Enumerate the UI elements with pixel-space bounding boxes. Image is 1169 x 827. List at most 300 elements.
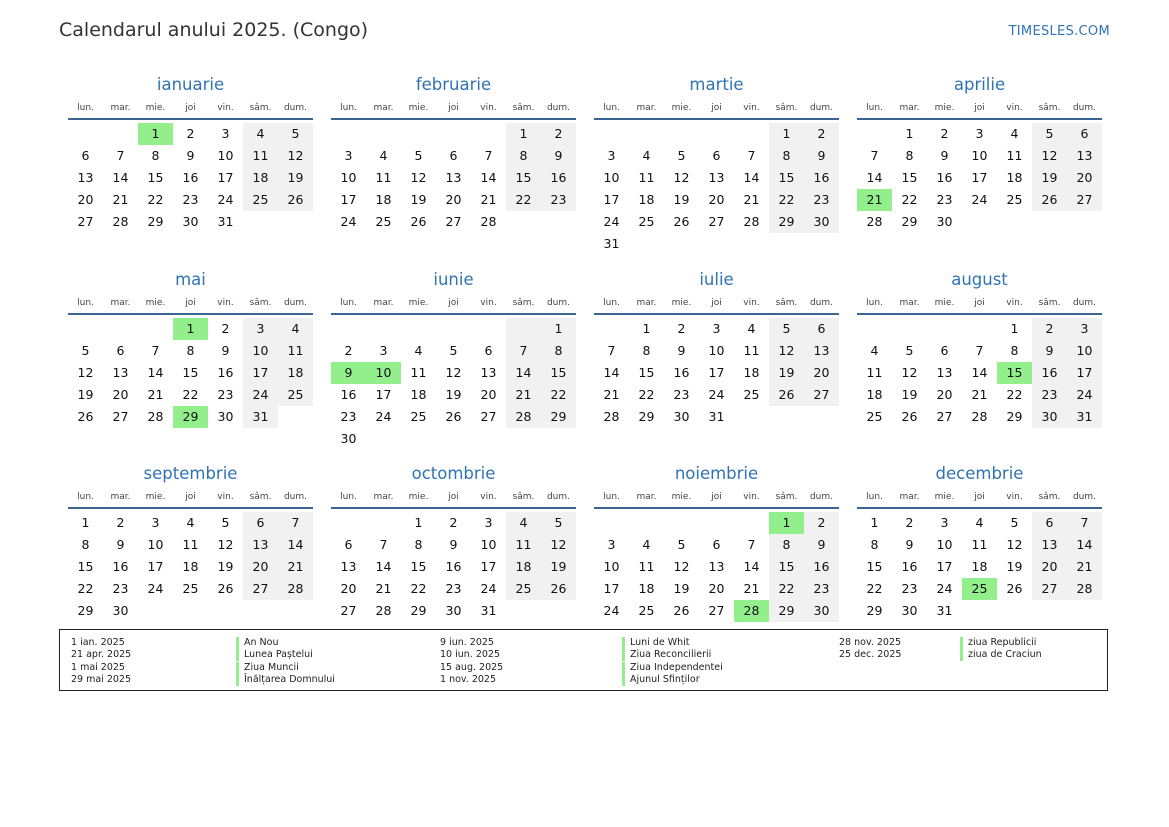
weekday-label: sâm. [1038, 492, 1061, 502]
weekday-label: lun. [603, 492, 620, 502]
day-cell: 16 [445, 559, 462, 574]
day-cell: 15 [901, 170, 918, 185]
weekday-label: vin. [743, 103, 760, 113]
day-cell: 18 [1006, 170, 1023, 185]
day-cell: 25 [375, 214, 392, 229]
day-empty [103, 123, 138, 145]
day-cell: 23 [445, 581, 462, 596]
day-empty [699, 512, 734, 534]
weekday-label: lun. [340, 492, 357, 502]
day-cell: 12 [541, 534, 576, 556]
day-cell: 22 [182, 386, 199, 402]
day-cell: 11 [743, 342, 760, 358]
day-cell: 12 [445, 364, 462, 380]
day-cell: 17 [1067, 362, 1102, 384]
day-cell: 21 [743, 192, 760, 207]
day-cell: 7 [379, 537, 388, 552]
day-cell: 25 [638, 603, 655, 618]
weekday-label: mie. [934, 492, 955, 502]
day-cell: 31 [217, 214, 234, 229]
legend-holiday-name: ziua de Craciun [960, 649, 1042, 661]
day-cell: 19 [410, 192, 427, 207]
day-empty [68, 318, 103, 340]
weekday-label: lun. [603, 297, 620, 308]
day-empty [401, 318, 436, 340]
day-cell: 24 [1067, 384, 1102, 406]
day-cell: 13 [340, 559, 357, 574]
day-cell: 1 [769, 123, 804, 145]
day-cell: 3 [243, 318, 278, 340]
weekday-label: sâm. [775, 492, 798, 502]
days-grid [68, 512, 313, 622]
day-cell: 28 [278, 578, 313, 600]
weekday-label: vin. [480, 103, 497, 113]
day-cell: 26 [445, 408, 462, 424]
day-cell: 22 [410, 581, 427, 596]
day-cell: 28 [112, 214, 129, 229]
day-cell: 14 [375, 559, 392, 574]
day-holiday: 1 [173, 318, 208, 340]
day-cell: 26 [77, 408, 94, 424]
day-cell: 25 [638, 214, 655, 229]
day-cell: 5 [541, 512, 576, 534]
day-cell: 21 [278, 556, 313, 578]
day-cell: 16 [804, 167, 839, 189]
page-title: Calendarul anului 2025. (Congo) [59, 19, 369, 41]
weekday-label: mar. [636, 297, 657, 308]
day-cell: 6 [81, 148, 90, 163]
month-februarie [331, 74, 576, 269]
weekday-label: dum. [1072, 492, 1097, 502]
days-grid [594, 123, 839, 255]
weekday-header [68, 293, 313, 315]
month-aprilie [857, 74, 1102, 269]
day-cell: 26 [673, 214, 690, 229]
day-holiday: 1 [769, 512, 804, 534]
day-cell: 27 [1067, 189, 1102, 211]
weekday-label: lun. [77, 297, 94, 308]
weekday-label: lun. [340, 103, 357, 113]
month-title: iunie [433, 269, 474, 289]
day-cell: 29 [541, 406, 576, 428]
day-cell: 23 [804, 578, 839, 600]
day-cell: 6 [940, 342, 949, 358]
day-cell: 1 [81, 515, 90, 530]
day-cell: 2 [804, 123, 839, 145]
day-cell: 5 [769, 318, 804, 340]
day-cell: 7 [278, 512, 313, 534]
day-cell: 12 [673, 170, 690, 185]
day-cell: 18 [638, 192, 655, 207]
day-cell: 31 [603, 236, 620, 251]
day-cell: 16 [1032, 362, 1067, 384]
day-cell: 1 [541, 318, 576, 340]
day-cell: 26 [217, 581, 234, 596]
day-cell: 23 [673, 386, 690, 402]
day-cell: 10 [217, 148, 234, 163]
day-empty [629, 123, 664, 145]
weekday-label: dum. [283, 103, 308, 113]
weekday-header [594, 98, 839, 120]
day-cell: 14 [278, 534, 313, 556]
day-cell: 21 [506, 384, 541, 406]
day-cell: 19 [541, 556, 576, 578]
day-cell: 11 [375, 170, 392, 185]
day-cell: 5 [278, 123, 313, 145]
weekday-label: lun. [340, 297, 357, 308]
day-cell: 13 [1032, 534, 1067, 556]
day-cell: 11 [638, 170, 655, 185]
weekday-label: mie. [408, 103, 429, 113]
day-cell: 4 [642, 148, 651, 163]
weekday-label: sâm. [512, 492, 535, 502]
day-cell: 2 [449, 515, 458, 530]
day-cell: 22 [541, 384, 576, 406]
days-grid [857, 512, 1102, 622]
day-cell: 9 [905, 537, 914, 552]
day-cell: 8 [870, 537, 879, 552]
day-empty [927, 318, 962, 340]
day-cell: 26 [673, 603, 690, 618]
legend-holiday-name: Ziua Muncii [236, 662, 299, 674]
weekday-header [594, 293, 839, 315]
day-cell: 16 [182, 170, 199, 185]
month-title: octombrie [411, 464, 496, 483]
day-cell: 5 [1032, 123, 1067, 145]
day-cell: 1 [1010, 320, 1019, 336]
day-cell: 20 [480, 386, 497, 402]
day-cell: 24 [603, 214, 620, 229]
day-cell: 27 [708, 214, 725, 229]
day-holiday: 28 [734, 600, 769, 622]
weekday-label: mar. [899, 103, 920, 113]
day-cell: 14 [603, 364, 620, 380]
day-cell: 18 [743, 364, 760, 380]
weekday-label: mar. [899, 492, 920, 502]
day-cell: 15 [182, 364, 199, 380]
day-cell: 15 [769, 556, 804, 578]
weekday-label: mar. [373, 492, 394, 502]
day-cell: 6 [1032, 512, 1067, 534]
day-cell: 11 [1006, 148, 1023, 163]
day-cell: 28 [971, 408, 988, 424]
day-cell: 4 [243, 123, 278, 145]
day-cell: 19 [77, 386, 94, 402]
weekday-label: mie. [145, 492, 166, 502]
day-empty [594, 512, 629, 534]
day-empty [734, 512, 769, 534]
day-cell: 30 [936, 214, 953, 229]
day-cell: 13 [445, 170, 462, 185]
day-cell: 7 [975, 342, 984, 358]
weekday-label: mar. [110, 103, 131, 113]
day-cell: 27 [804, 384, 839, 406]
day-cell: 16 [936, 170, 953, 185]
weekday-label: sâm. [512, 103, 535, 113]
day-cell: 31 [243, 406, 278, 428]
months-grid [68, 74, 1102, 658]
day-holiday: 21 [857, 189, 892, 211]
day-holiday: 10 [366, 362, 401, 384]
weekday-label: lun. [866, 103, 883, 113]
day-empty [664, 512, 699, 534]
day-cell: 16 [901, 559, 918, 574]
day-empty [892, 318, 927, 340]
day-cell: 28 [603, 408, 620, 424]
day-cell: 7 [747, 148, 756, 163]
day-holiday: 1 [138, 123, 173, 145]
day-cell: 29 [410, 603, 427, 618]
day-cell: 2 [344, 342, 353, 358]
day-cell: 2 [677, 320, 686, 336]
day-cell: 3 [484, 515, 493, 530]
day-cell: 9 [804, 145, 839, 167]
day-cell: 24 [603, 603, 620, 618]
day-cell: 19 [769, 362, 804, 384]
legend-date: 21 apr. 2025 [71, 649, 132, 661]
day-cell: 28 [743, 214, 760, 229]
day-cell: 23 [182, 192, 199, 207]
month-title: august [951, 269, 1008, 289]
weekday-label: joi [711, 492, 722, 502]
weekday-label: sâm. [249, 492, 272, 502]
weekday-header [594, 487, 839, 509]
days-grid [68, 318, 313, 428]
day-cell: 25 [182, 581, 199, 596]
weekday-label: mar. [110, 297, 131, 308]
weekday-header [331, 487, 576, 509]
day-cell: 5 [221, 515, 230, 530]
day-cell: 11 [182, 537, 199, 552]
weekday-label: sâm. [775, 103, 798, 113]
day-cell: 2 [1032, 318, 1067, 340]
day-cell: 11 [971, 537, 988, 552]
day-cell: 20 [708, 581, 725, 596]
weekday-label: vin. [1006, 103, 1023, 113]
day-cell: 24 [708, 386, 725, 402]
day-cell: 30 [901, 603, 918, 618]
day-cell: 24 [340, 214, 357, 229]
weekday-label: joi [185, 297, 196, 308]
day-cell: 11 [638, 559, 655, 574]
day-cell: 31 [480, 603, 497, 618]
day-cell: 27 [77, 214, 94, 229]
month-iunie [331, 269, 576, 464]
day-cell: 17 [603, 192, 620, 207]
day-cell: 20 [1032, 556, 1067, 578]
day-empty [331, 318, 366, 340]
day-cell: 7 [870, 148, 879, 163]
day-cell: 25 [410, 408, 427, 424]
weekday-label: vin. [1006, 297, 1023, 308]
day-cell: 4 [186, 515, 195, 530]
day-cell: 6 [484, 342, 493, 358]
weekday-label: joi [711, 297, 722, 308]
day-cell: 23 [804, 189, 839, 211]
day-empty [331, 512, 366, 534]
day-cell: 27 [708, 603, 725, 618]
weekday-label: dum. [809, 492, 834, 502]
day-cell: 20 [708, 192, 725, 207]
weekday-label: joi [448, 492, 459, 502]
day-cell: 8 [414, 537, 423, 552]
legend-date: 1 mai 2025 [71, 661, 125, 673]
legend-date: 1 nov. 2025 [440, 673, 496, 685]
legend-holiday-name: Luni de Whit [622, 637, 690, 649]
legend-date: 28 nov. 2025 [839, 637, 902, 648]
day-cell: 13 [243, 534, 278, 556]
days-grid [331, 318, 576, 450]
day-cell: 5 [1010, 515, 1019, 530]
day-cell: 24 [480, 581, 497, 596]
days-grid [68, 123, 313, 233]
day-cell: 4 [278, 318, 313, 340]
legend-date: 29 mai 2025 [71, 673, 132, 685]
day-cell: 13 [708, 170, 725, 185]
day-cell: 4 [975, 515, 984, 530]
weekday-label: joi [974, 103, 985, 113]
day-cell: 28 [147, 408, 164, 424]
legend-holiday-name: An Nou [236, 637, 278, 649]
day-cell: 22 [1006, 386, 1023, 402]
day-cell: 20 [77, 192, 94, 207]
day-cell: 10 [708, 342, 725, 358]
weekday-label: mie. [408, 297, 429, 308]
day-cell: 4 [870, 342, 879, 358]
month-title: februarie [415, 75, 492, 94]
month-title: aprilie [953, 75, 1006, 94]
day-cell: 20 [1067, 167, 1102, 189]
day-cell: 4 [414, 342, 423, 358]
month-august [857, 269, 1102, 464]
day-cell: 21 [112, 192, 129, 207]
day-cell: 16 [217, 364, 234, 380]
day-cell: 19 [217, 559, 234, 574]
day-empty [436, 318, 471, 340]
day-cell: 6 [712, 537, 721, 552]
day-cell: 12 [769, 340, 804, 362]
weekday-header [857, 487, 1102, 509]
day-cell: 21 [375, 581, 392, 596]
day-empty [506, 318, 541, 340]
day-cell: 19 [673, 581, 690, 596]
weekday-label: vin. [217, 297, 234, 308]
day-cell: 14 [1067, 534, 1102, 556]
day-cell: 28 [506, 406, 541, 428]
day-cell: 25 [243, 189, 278, 211]
weekday-label: joi [711, 103, 722, 113]
weekday-label: mie. [934, 103, 955, 113]
weekday-header [857, 98, 1102, 120]
day-cell: 8 [642, 342, 651, 358]
days-grid [594, 512, 839, 622]
day-cell: 11 [866, 364, 883, 380]
day-cell: 17 [971, 170, 988, 185]
day-cell: 2 [186, 126, 195, 141]
day-cell: 10 [1067, 340, 1102, 362]
day-cell: 7 [747, 537, 756, 552]
day-cell: 4 [1010, 126, 1019, 141]
weekday-label: mar. [636, 492, 657, 502]
day-cell: 1 [642, 320, 651, 336]
day-cell: 19 [1032, 167, 1067, 189]
day-cell: 18 [638, 581, 655, 596]
weekday-label: mar. [373, 103, 394, 113]
weekday-label: mie. [934, 297, 955, 308]
day-cell: 9 [940, 148, 949, 163]
day-cell: 29 [147, 214, 164, 229]
day-cell: 19 [901, 386, 918, 402]
day-cell: 16 [673, 364, 690, 380]
day-cell: 23 [112, 581, 129, 596]
day-cell: 27 [340, 603, 357, 618]
day-empty [664, 123, 699, 145]
legend-holiday-name: Înălțarea Domnului [236, 674, 335, 686]
weekday-header [331, 293, 576, 315]
month-title: mai [175, 269, 206, 289]
day-empty [471, 123, 506, 145]
day-cell: 7 [484, 148, 493, 163]
day-cell: 19 [278, 167, 313, 189]
legend-date: 10 iun. 2025 [440, 649, 501, 661]
day-cell: 19 [445, 386, 462, 402]
day-cell: 21 [971, 386, 988, 402]
days-grid [331, 123, 576, 233]
day-cell: 20 [243, 556, 278, 578]
day-cell: 10 [603, 170, 620, 185]
day-cell: 10 [971, 148, 988, 163]
day-cell: 12 [901, 364, 918, 380]
day-cell: 15 [769, 167, 804, 189]
day-empty [471, 318, 506, 340]
day-cell: 15 [410, 559, 427, 574]
day-cell: 4 [379, 148, 388, 163]
day-cell: 27 [445, 214, 462, 229]
day-cell: 23 [901, 581, 918, 596]
weekday-label: sâm. [1038, 297, 1061, 308]
day-cell: 18 [278, 362, 313, 384]
day-cell: 16 [541, 167, 576, 189]
month-title: iulie [699, 269, 734, 289]
day-cell: 26 [1006, 581, 1023, 596]
day-cell: 24 [217, 192, 234, 207]
day-cell: 2 [116, 515, 125, 530]
day-cell: 17 [375, 386, 392, 402]
day-cell: 8 [506, 145, 541, 167]
day-empty [103, 318, 138, 340]
day-cell: 8 [541, 340, 576, 362]
month-title: septembrie [143, 464, 238, 483]
day-cell: 6 [243, 512, 278, 534]
day-cell: 3 [1067, 318, 1102, 340]
weekday-label: dum. [283, 492, 308, 502]
day-empty [734, 123, 769, 145]
day-empty [857, 318, 892, 340]
day-cell: 5 [677, 148, 686, 163]
day-cell: 12 [410, 170, 427, 185]
month-iulie [594, 269, 839, 464]
day-cell: 21 [1067, 556, 1102, 578]
day-cell: 31 [936, 603, 953, 618]
day-cell: 7 [1067, 512, 1102, 534]
weekday-label: mie. [408, 492, 429, 502]
site-link[interactable]: TIMESLES.COM [1008, 24, 1110, 39]
day-cell: 21 [480, 192, 497, 207]
day-cell: 15 [866, 559, 883, 574]
day-cell: 20 [804, 362, 839, 384]
day-cell: 17 [708, 364, 725, 380]
day-cell: 15 [77, 559, 94, 574]
